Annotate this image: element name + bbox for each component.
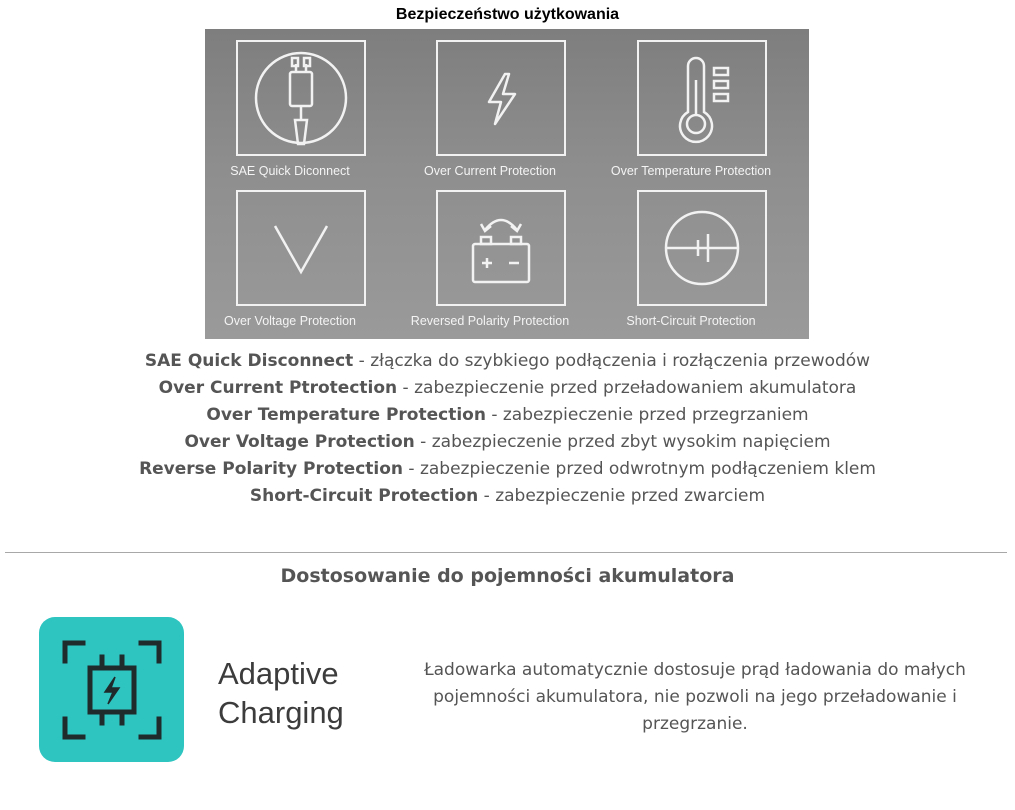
tile-over-current <box>405 29 575 179</box>
tile-sae-quick-disconnect <box>205 29 375 179</box>
feature-list <box>0 348 1015 510</box>
adaptive-line-1: Adaptive <box>218 656 339 691</box>
feature-desc: - zabezpieczenie przed odwrotnym podłączeniem klem <box>403 459 876 479</box>
feature-row <box>0 456 1015 483</box>
page-title: Bezpieczeństwo użytkowania <box>395 6 620 23</box>
feature-desc: - zabezpieczenie przed przegrzaniem <box>485 405 809 425</box>
tile-frame <box>637 40 767 156</box>
thermometer-icon <box>650 50 754 146</box>
tile-over-temperature <box>606 29 776 179</box>
feature-row <box>0 375 1015 402</box>
tile-frame <box>637 190 767 306</box>
feature-desc: - zabezpieczenie przed zbyt wysokim napięciem <box>414 432 831 452</box>
tile-frame <box>436 190 566 306</box>
tile-label: SAE Quick Diconnect <box>230 164 350 178</box>
feature-desc: - złączka do szybkiego podłączenia i rozłączenia przewodów <box>353 351 871 371</box>
tile-label: Over Temperature Protection <box>610 164 772 178</box>
tile-short-circuit <box>606 179 776 329</box>
v-shape-icon <box>249 200 353 296</box>
feature-term: SAE Quick Disconnect <box>144 351 354 371</box>
safety-features-banner <box>205 29 809 339</box>
feature-row <box>0 402 1015 429</box>
feature-desc: - zabezpieczenie przed zwarciem <box>478 486 766 506</box>
adaptive-charging-chip-icon <box>39 617 184 762</box>
feature-desc: - zabezpieczenie przed przeładowaniem akumulatora <box>397 378 857 398</box>
adaptive-charging-heading <box>218 654 344 732</box>
adaptive-line-2: Charging <box>218 695 344 730</box>
section-divider <box>5 552 1007 553</box>
feature-term: Reverse Polarity Protection <box>139 459 404 479</box>
tile-label: Over Voltage Protection <box>223 314 357 328</box>
tile-frame <box>236 190 366 306</box>
tile-label: Over Current Protection <box>424 164 556 178</box>
sae-connector-icon <box>249 50 353 146</box>
feature-term: Over Voltage Protection <box>184 432 415 452</box>
feature-term: Over Current Ptrotection <box>158 378 398 398</box>
tile-frame <box>436 40 566 156</box>
feature-term: Over Temperature Protection <box>206 405 486 425</box>
feature-row <box>0 429 1015 456</box>
tile-over-voltage <box>205 179 375 329</box>
short-circuit-icon <box>650 200 754 296</box>
lightning-bolt-icon <box>449 50 553 146</box>
section-title: Dostosowanie do pojemności akumulatora <box>280 565 735 587</box>
tile-frame <box>236 40 366 156</box>
tile-label: Reversed Polarity Protection <box>410 314 570 328</box>
tile-reversed-polarity <box>405 179 575 329</box>
feature-row <box>0 348 1015 375</box>
feature-row <box>0 483 1015 510</box>
tile-label: Short-Circuit Protection <box>626 314 756 328</box>
feature-term: Short-Circuit Protection <box>249 486 479 506</box>
adaptive-description: Ładowarka automatycznie dostosuje prąd ładowania do małych pojemności akumulatora, nie pozwoli na jego przeładowanie i przegrzanie. <box>424 660 966 734</box>
battery-polarity-icon <box>449 200 553 296</box>
chip-bolt-icon <box>57 635 167 745</box>
